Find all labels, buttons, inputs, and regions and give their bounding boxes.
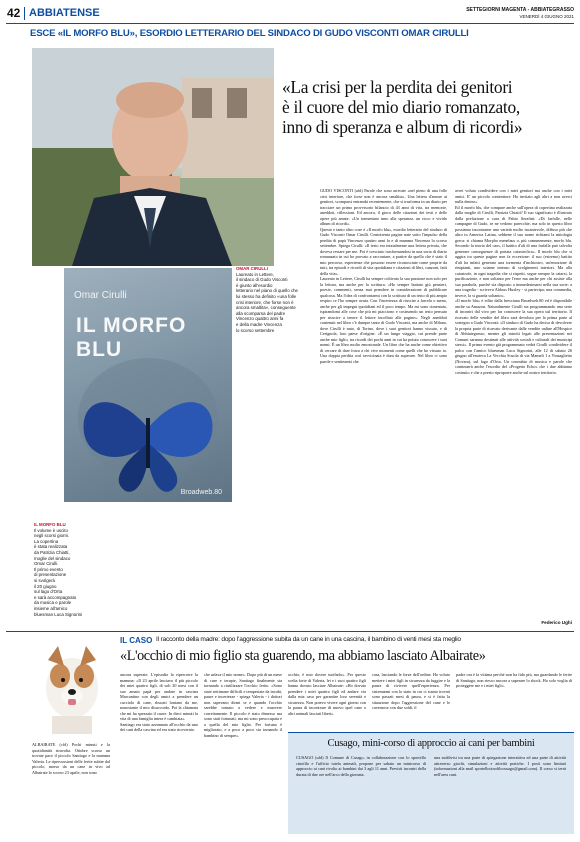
cusago-box xyxy=(288,732,574,834)
box-column-1: CUSAGO (ufd) Il Comune di Cusago, in collaborazione con lo sportello cinofilo e l'ufficio tutela animali, propone per sabato un minicorso di approccio ai cani rivolto ai bambini dai 3 agli 11 anni. Previsti incontri della durata di due ore nell'arco della giornata. xyxy=(296,755,426,777)
headline: «La crisi per la perdita dei genitori è il cuore del mio diario romanzato, inno di speranza e album di ricordi» xyxy=(282,77,523,137)
butterfly-illustration xyxy=(64,268,232,502)
portrait-caption xyxy=(236,266,326,356)
page-number: 42 xyxy=(7,6,21,20)
article-column-1: GUDO VISCONTI (afd) Parole che sono arrivate «nel pieno di una folle crisi interiore, che forse non è ancora smaltita». Una lettera d'amore ai genitori, scomparsi entrambi recentemente, che si trasforma in un diario per tracciare un primo provvisorio bilancio di 43 anni di vita, tra memorie, aneddoti, riflessioni. Ed ancora, il gioco delle citazioni dei testi e delle opere più amate. «Un tormentato inno alla speranza, un ricco e vivido album di ricordi». Questo e tanto altro cose è «Il morfo blu», esordio letterario del sindaco di Gudo Visconti Omar Cirulli. Centotrenta pagine nate sotto l'impulso della perdita di papà Vincenzo quattro anni fa e di mamma Vincenza lo scorso settembre. Spiega Cirulli: «Il testo era inizialmente una lettera privata, che doveva restare per me. Poi è cresciuto trasformandosi in una sorta di diario romanzato in cui ho provato a raccontare, a partire da quello che è stato il mio percorso, esperienze che possono essere riconosciute come proprie da tutti, tra episodi e ricordi di vita quotidiana e citazioni di libri, canzoni, fatti della vita». Laureato in Lettere, Cirulli ha sempre coltivato la sua passione non solo per la lettura, ma anche per la scrittura: «Ho sempre buttato giù pensieri, poesie, commenti, senza mai prendere in considerazione di pubblicare qualcosa. Ma l'idea di confrontarmi con la scrittura di un testo di più ampio respiro ce l'ho sempre avuta. Con l'incertezza di riuscire a farcela o meno, anche per gli impegni quotidiani ed il poco tempo. Ma mi sono cimentato, ispirandomi alle cose che più mi piacciono e costruendo un testo pensato per riuscire a tenere il lettore incollato alle pagine». Negli aneddoti contenuti nel libro c'è dunque tanto di Gudo Visconti, ma anche di Milano, dove Cirulli è nato, di Torino, dove i suoi genitori hanno vissuto, e di Cerignola, loro paese d'origine. «È un lungo viaggio, cui prende parte anche mio figlio, tra ricordi dei pochi anni in cui ha potuto conoscere i suoi nonni. È un libro molto emozionale. Un libro che ha anche come obiettivo di cercare di dare forza a chi vive momenti come quelli che ho vissuto io. Una doppia perdita così ravvicinata è dura da superare. Nel libro ci sono parole e sentimenti che xyxy=(320,188,447,364)
story2-column-1: ALBAIRATE (cfd) Pochi minuti e la quotidianità stravolta. Ottobre scorso un trovate pace il piccolo Santiago e la mamma Valeria. Le ripercussioni delle ferite subite dal piccolo, morso da un cane in vivo ad Albairate lo scorso 23 aprile, non sono xyxy=(32,742,110,775)
story2-column-4: occhio, è mio dovere tutelarlo». Per questo scelta forte di Valeria, lei e i suoi quattro figli hanno dovuto lasciare Albairate: «Ho dovuto prendere i miei quattro figli ed andare via dalla mia casa per garantire loro serenità e sicurezza. Non potevo vivere ogni giorno con la paura di incontrare di nuovo quel cane o altri animali lasciati liberi». xyxy=(288,672,366,716)
issue-date: VENERDÌ 4 GIUGNO 2021 xyxy=(519,14,574,19)
book-caption-text: Il volume è uscito negli scorsi giorni. La copertina è stata realizzata da Patrizia Chiatti, moglie del sindaco Omar Cirulli. Il primo evento di presentazione si svolgerà il 20 giugno sul lago d'Orta e sarà accompagnato da musica e parole insieme all'amico bluesman Luca Signorini xyxy=(34,527,83,617)
caption-text: Laureato in Lettere, il sindaco di Gudo Visconti è giunto all'esordio letterario nel piano di quello che lui stesso ha definito «una folle crisi interiore, che forse non è ancora smaltita», conseguente alla scomparsa del padre Vincenzo quattro anni fa e della madre Vincenza lo scorso settembre xyxy=(236,271,298,333)
dog-illustration xyxy=(30,636,114,734)
article-kicker: ESCE «IL MORFO BLU», ESORDIO LETTERARIO DEL SINDACO DI GUDO VISCONTI OMAR CIRULLI xyxy=(30,28,469,39)
book-author: Omar Cirulli xyxy=(74,290,127,301)
book-caption xyxy=(34,522,104,632)
story2-rule xyxy=(6,631,574,632)
story2-column-6: padre ora è la vittima perché non ha fido più, ma guardando le ferite di Santiago, non riesco ancora a superare lo shock. Ho solo voglia di proteggere me e i miei figli». xyxy=(456,672,572,688)
caption-name: OMAR CIRULLI xyxy=(236,266,268,271)
portrait-illustration xyxy=(32,48,274,266)
box-column-2: una suddivisi tra una parte di spiegazione interattiva ed una parte di attività attraverso giochi, simulazioni e attività pratiche. I posti sono limitati (informazioni alla mail sportellocinofilocusago@gmail.com). Il corso si terrà nell'area cani. xyxy=(434,755,566,777)
story2-column-5: casa, lasciando le forze dell'ordine. Ho voluto mettere i miei figli in sicurezza da fuggire e la paura di rivivere quell'esperienza. Per sistemarmi con lo stato in cui ci siamo trovati sono passati mesi di paura, e si è fatta la situazione dopo l'aggressione del cane e le cavernose con due soldi, il xyxy=(372,672,450,710)
section-title: ABBIATENSE xyxy=(29,7,100,19)
book-title: IL MORFO BLU xyxy=(76,314,187,361)
story2-section: IL CASO xyxy=(120,636,153,645)
section-divider xyxy=(24,7,25,20)
dog-photo xyxy=(30,636,114,734)
story2-column-3: che urlava il mio nome». Dopo più di un mese di cure e terapie, Santiago finalmente sta tornando a riutilizzare l'occhio ferito. «Sono state settimane difficili e tempestate da incubi, paure e incertezze - spiega Valeria - i dottori non sapevano dirmi se e quando l'occhio sarebbe tornato a vedere e muovere correttamente. Il piccolo è stato dimesso ma sono stati fortunati, ma mi sono preoccupata e a quella del mio figlio. Per fortuna è migliorato, e a poco a poco sta tornando il bambino di sempre». xyxy=(204,672,282,738)
box-title: Cusago, mini-corso di approccio ai cani per bambini xyxy=(327,738,535,749)
story2-column-2: ancora superate. L'episodio lo ripercorre la mamma: «Il 23 aprile lasciavo il più piccolo dei miei quattro figli, di soli 20 mesi con il suo amato papà per andare in cascina Marcantino con degli amici a prendere un cucciolo di cane, sbucati lontano da me, nonostante il mio disaccordo. Poi la chiamata che mi ha spezzato il cuore. In dieci minuti la vita di una famiglia intera è cambiata». Santiago era stato azzannato all'occhio da uno dei cani della cascina ed era stato ricoverato. xyxy=(120,672,198,732)
book-publisher: Broadweb.80 xyxy=(180,489,222,496)
article-signature: Federico Ughi xyxy=(541,620,572,625)
book-cover xyxy=(64,268,232,502)
masthead: SETTEGIORNI MAGENTA - ABBIATEGRASSO xyxy=(466,7,574,13)
portrait-photo xyxy=(32,48,274,266)
book-caption-label: IL MORFO BLU xyxy=(34,522,66,527)
page-header xyxy=(6,4,574,24)
article-column-2: avrei voluto condividere con i miei genitori ma anche con i miei amici. E' un piccolo contenitore. Ho invitato agli altri a non averci nulla dentro». Ed il morfo blu, che compare anche sull'opera di copertina realizzata dalla moglie di Cirulli, Patrizia Chiatti? Il suo significato è illustrato dalla prefazione a cura di Fabio Serafini: «Di farfalle, nelle campagne di Gudo, se ne vedono parecchie, ma solo in questo libro possiamo incontrarne una varietà molto incantevole, diffusa più che altro in America Latina, sebbene il suo nome richiami la mitologia greca: si chiama Morpho menelaus o, più comunemente, morfo blu. Secondo la teoria del caos, il battito d'ali di una farfalla può talvolta generare conseguenze di portata catastrofica». Il morfo blu che si aggira tra queste pagine non fa eccezione: il suo (estremo) battito d'ali ha infatti generato una tormenta d'inchiostro, un'emozione di rimpianti, uno sciame intenso di svolgimenti interiori. Ma alla catastrofe, in ogni tragedia che si rispetti, segue sempre la catarsi, la purificazione, e non soltanto per l'eroe ma anche per chi assiste alla sua parabola, purché sia disposto a immedesimarsi nella sua sorte: a una tragedia - scriveva Aldous Huxley - si partecipa; una commedia, invece, la si guarda soltanto». «Il morfo blu» è edito dalla bresciana Broadweb.80 ed è disponibile anche su Amazon. Naturalmente Cirulli sta programmando una serie di incontri dal vivo per far conoscere la sua opera sul territorio. Il ricavato delle vendite del libro sarà devoluto per la prima parte al sostegno a Gudo Visconti: «Il sindaco di Gudo ha deciso di devolvere la propria parte di ricavato derivante dalle vendite online all'Hospice di Abbiategrasso, mentre gli introiti legati alle presentazioni nei Comuni saranno destinati alle attività sociali e culturali dei municipi stessi». Il primo evento già programmato vedrà Cirulli condividere il palco con l'amico bluesman Luca Signorini, alle 12 di sabato 26 giugno all'enoteca La Vecchia Scuola di via Mameli 1 a Vinzaglietto (Novara), sul lago d'Orta. Un connubio di musica e parole che continuerà anche l'esordio del «Progetto Echo» che i due abbiamo costruito e che a presto riproporre anche sul nostro territorio. xyxy=(455,188,572,375)
story2-kicker: Il racconto della madre: dopo l'aggressione subita da un cane in una cascina, il bambino di venti mesi sta meglio xyxy=(156,636,461,643)
story2-headline: «L'occhio di mio figlio sta guarendo, ma abbiamo lasciato Albairate» xyxy=(120,648,486,664)
